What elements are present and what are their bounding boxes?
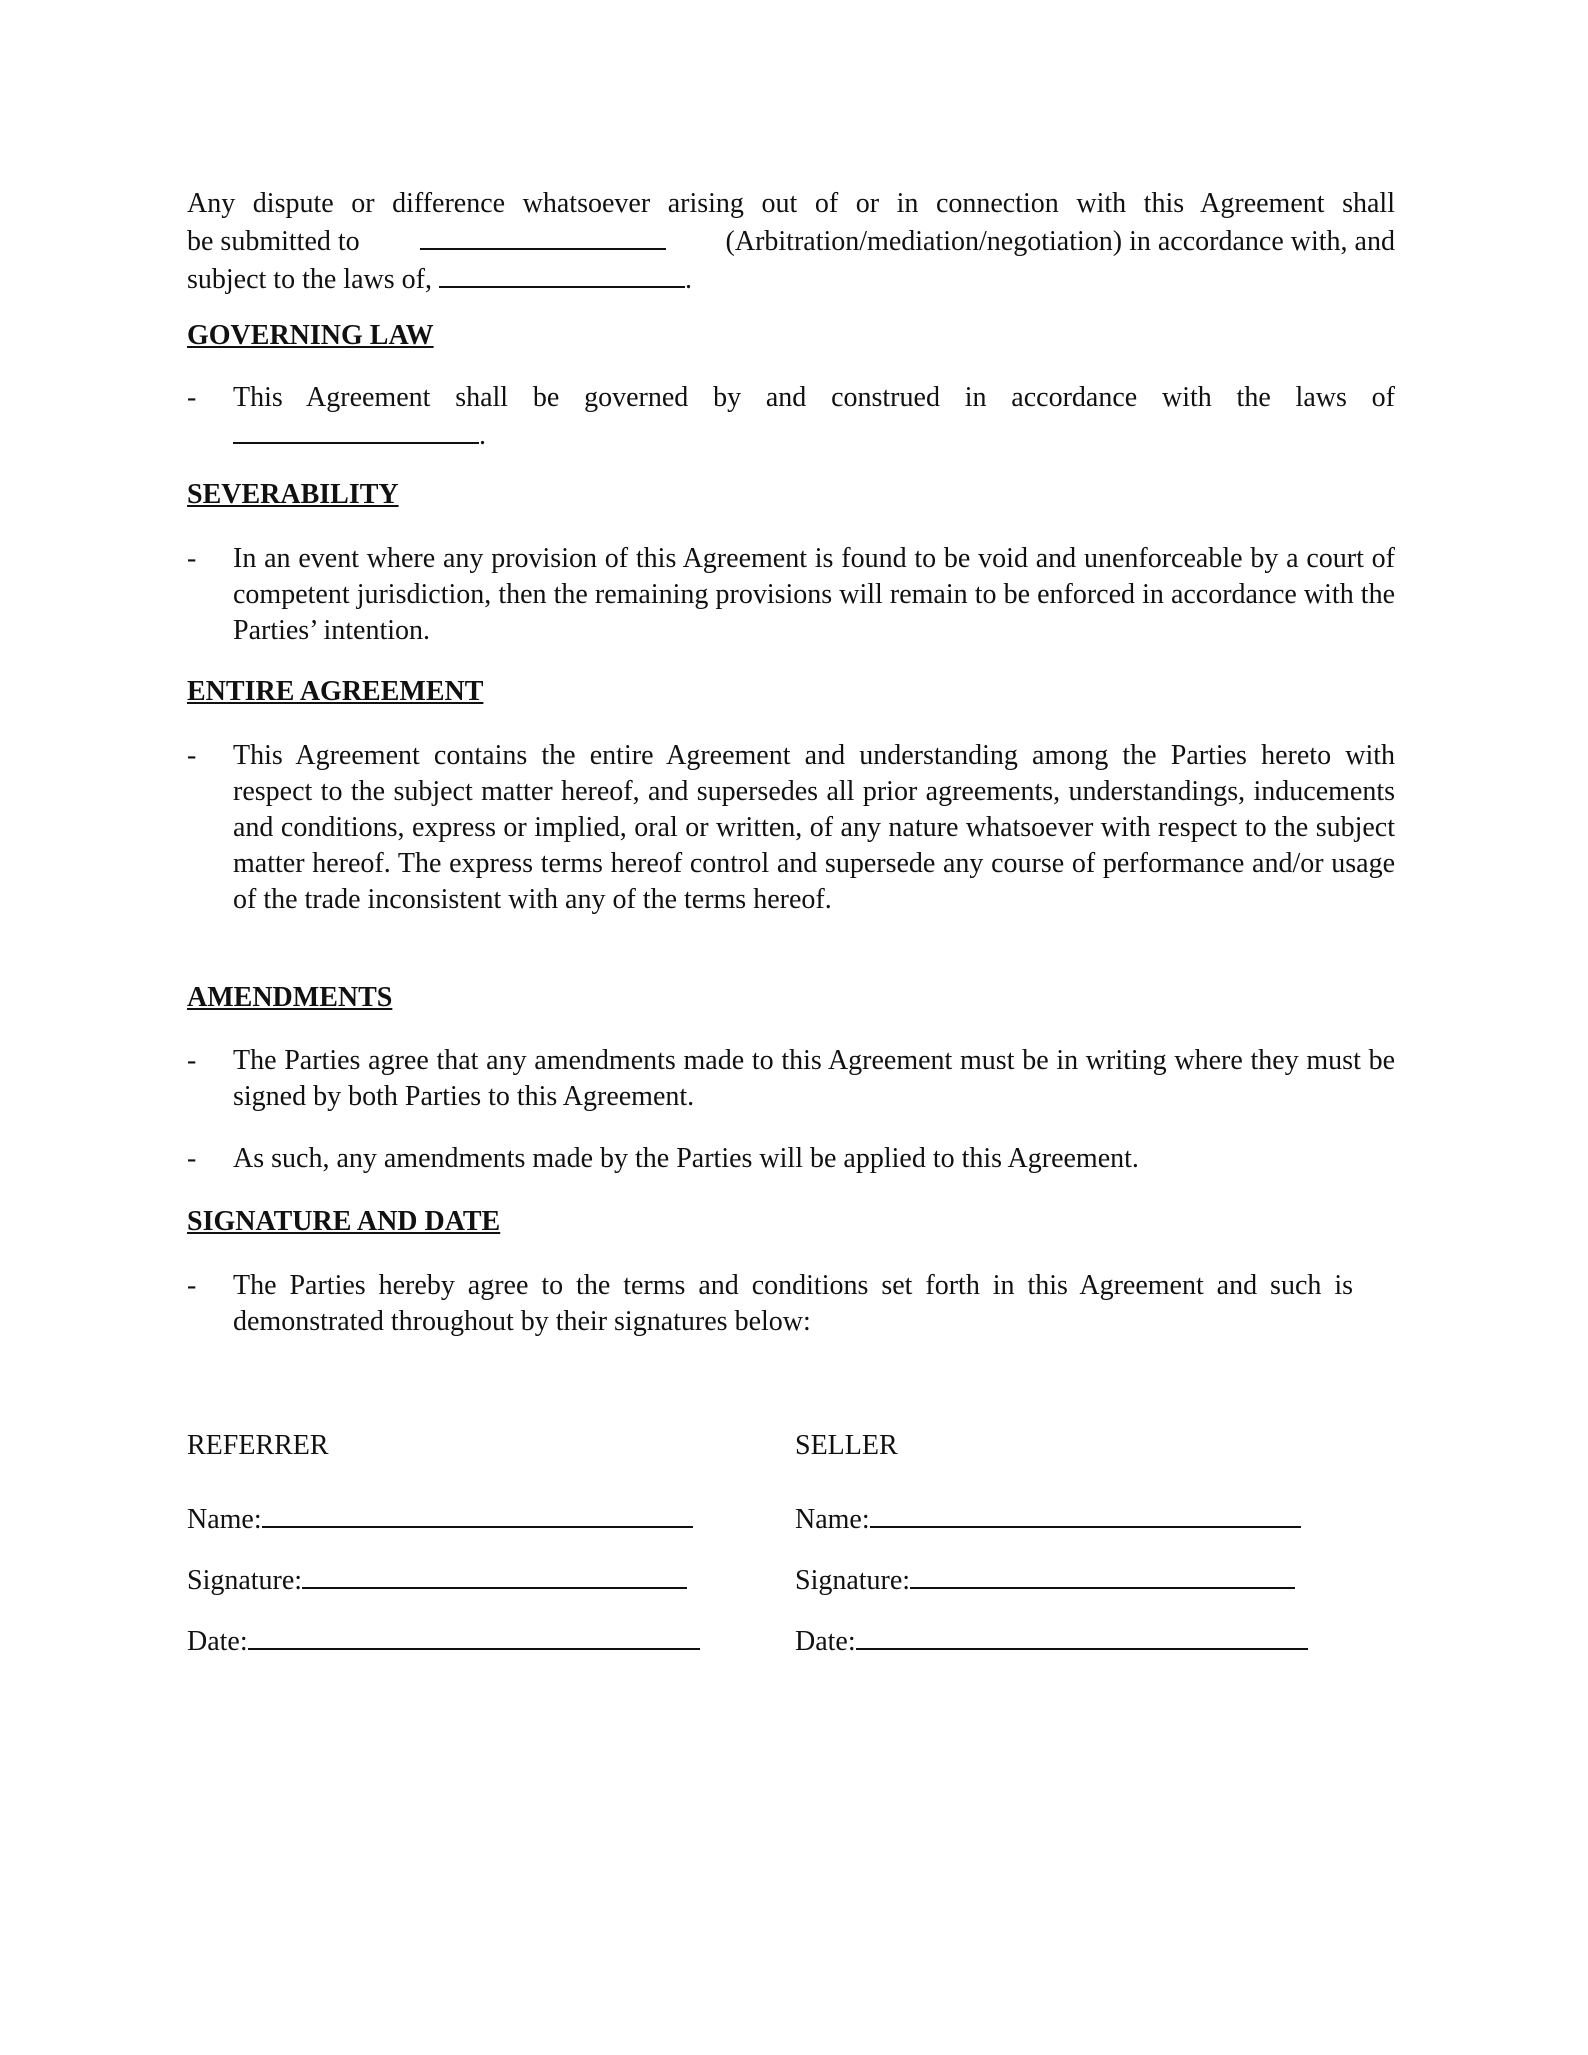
- referrer-name-row: [187, 1500, 693, 1538]
- governing-law-item: [187, 380, 1395, 454]
- referrer-signature-field[interactable]: [302, 1561, 687, 1589]
- governing-law-heading: GOVERNING LAW: [187, 320, 434, 351]
- signature-and-date-text: The Parties hereby agree to the terms and conditions set forth in this Agreement and such is demonstrated throughout by their signatures below:: [233, 1270, 1353, 1337]
- seller-date-label: Date:: [795, 1626, 856, 1657]
- dispute-line-1: Any dispute or difference whatsoever arising out of or in connection with this Agreement shall: [187, 188, 1395, 219]
- referrer-date-field[interactable]: [248, 1622, 700, 1650]
- amendments-text-1: The Parties agree that any amendments made to this Agreement must be in writing where they must be signed by both Parties to this Agreement.: [233, 1045, 1395, 1112]
- amendments-heading: AMENDMENTS: [187, 982, 393, 1013]
- referrer-date-label: Date:: [187, 1626, 248, 1657]
- seller-date-row: [795, 1622, 1308, 1660]
- governing-law-text: This Agreement shall be governed by and construed in accordance with the laws of: [233, 382, 1395, 413]
- dispute-laws-blank[interactable]: [439, 260, 685, 288]
- amendments-item-2: [187, 1141, 1395, 1177]
- referrer-title: REFERRER: [187, 1430, 329, 1461]
- dispute-submitted-text: be submitted to: [187, 226, 360, 257]
- entire-agreement-item: [187, 738, 1395, 918]
- seller-title: SELLER: [795, 1430, 898, 1461]
- governing-law-period: .: [479, 420, 486, 451]
- amendments-text-2: As such, any amendments made by the Parties will be applied to this Agreement.: [233, 1143, 1139, 1174]
- dispute-method-text: (Arbitration/mediation/negotiation) in accordance with, and: [725, 226, 1395, 257]
- seller-signature-label: Signature:: [795, 1565, 911, 1596]
- seller-signature-field[interactable]: [910, 1561, 1295, 1589]
- referrer-signature-row: [187, 1561, 687, 1599]
- signature-and-date-heading: SIGNATURE AND DATE: [187, 1206, 501, 1237]
- governing-law-blank-line: [233, 416, 1395, 454]
- seller-name-label: Name:: [795, 1504, 870, 1535]
- referrer-name-field[interactable]: [262, 1500, 693, 1528]
- dispute-laws-text: subject to the laws of,: [187, 264, 432, 295]
- bullet-dash: -: [187, 1270, 197, 1301]
- seller-name-field[interactable]: [870, 1500, 1301, 1528]
- referrer-signature-label: Signature:: [187, 1565, 303, 1596]
- dispute-line-3: [187, 260, 1395, 298]
- entire-agreement-text: This Agreement contains the entire Agreement and understanding among the Parties hereto with respect to the subject matter hereof, and supersedes all prior agreements, understandings, inducements and conditions, express or implied, oral or written, of any nature whatsoever with respect to the subject matter hereof. The express terms hereof control and supersede any course of performance and/or usage of the trade inconsistent with any of the terms hereof.: [233, 740, 1395, 915]
- bullet-dash: -: [187, 1045, 197, 1076]
- severability-item: [187, 541, 1395, 649]
- signature-and-date-item: [187, 1268, 1395, 1340]
- referrer-date-row: [187, 1622, 700, 1660]
- severability-text: In an event where any provision of this Agreement is found to be void and unenforceable by a court of competent jurisdiction, then the remaining provisions will remain to be enforced in accordance with the Parties’ intention.: [233, 543, 1395, 646]
- bullet-dash: -: [187, 1143, 197, 1174]
- dispute-method-blank[interactable]: [420, 222, 666, 250]
- amendments-item-1: [187, 1043, 1395, 1115]
- bullet-dash: -: [187, 740, 197, 771]
- severability-heading: SEVERABILITY: [187, 479, 399, 510]
- seller-date-field[interactable]: [856, 1622, 1308, 1650]
- bullet-dash: -: [187, 543, 197, 574]
- seller-signature-row: [795, 1561, 1295, 1599]
- dispute-laws-period: .: [684, 264, 692, 295]
- dispute-line-2: [187, 222, 1395, 260]
- referrer-name-label: Name:: [187, 1504, 262, 1535]
- dispute-paragraph: [187, 186, 1395, 298]
- entire-agreement-heading: ENTIRE AGREEMENT: [187, 676, 484, 707]
- seller-name-row: [795, 1500, 1301, 1538]
- bullet-dash: -: [187, 382, 197, 413]
- governing-law-blank[interactable]: [233, 416, 479, 444]
